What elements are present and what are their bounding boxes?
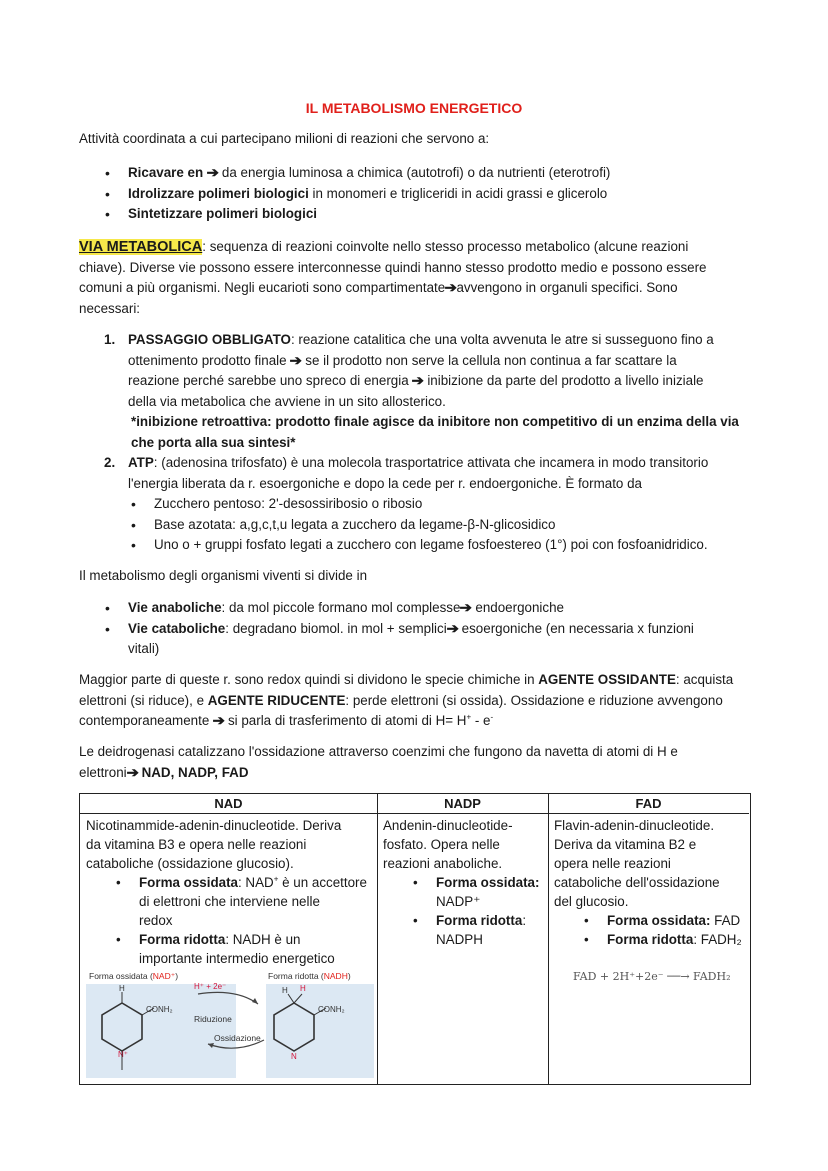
coenzyme-table (79, 793, 751, 1085)
svg-text:Forma ridotta (NADH): Forma ridotta (NADH) (268, 971, 351, 981)
table-cell: Nicotinammide-adenin-dinucleotide. Deriva da vitamina B3 e opera nelle reazioni cataboliche (ossidazione glucosio). • Forma ossidata: NAD+ è un accettore di elettroni che interviene nelle redox • Forma ridotta: NADH è un importante intermedio energetico (80, 814, 377, 968)
fad-reaction-formula: FAD + 2H⁺+2e⁻ ──→ FADH₂ (573, 970, 731, 983)
arrow-icon: ➔ (411, 373, 425, 388)
list-item: • Forma ridotta: FADH₂ (554, 930, 744, 949)
column-header: NAD (80, 794, 377, 814)
table-cell: Andenin-dinucleotide- fosfato. Opera nelle reazioni anaboliche. • Forma ossidata: NADP⁺ • Forma ridotta: NADPH (377, 814, 548, 949)
svg-text:H⁺ + 2e⁻: H⁺ + 2e⁻ (194, 982, 227, 991)
list-item: • Vie anaboliche: da mol piccole formano mol complesse➔ endoergoniche (79, 598, 751, 619)
requirements-list (79, 330, 751, 556)
svg-text:N⁺: N⁺ (118, 1050, 128, 1059)
list-item: • Idrolizzare polimeri biologici in monomeri e trigliceridi in acidi grassi e glicerolo (79, 184, 751, 205)
metabolism-intro: Il metabolismo degli organismi viventi si divide in (79, 568, 368, 583)
nad-reduction-diagram (86, 970, 374, 1078)
svg-text:N: N (291, 1052, 297, 1061)
svg-text:CONH₂: CONH₂ (146, 1005, 173, 1014)
list-item: • Forma ossidata: NADP⁺ (383, 873, 543, 911)
svg-text:H: H (119, 984, 125, 993)
note-text: *inibizione retroattiva: prodotto finale agisce da inibitore non competitivo di un enzima della via (131, 414, 739, 429)
via-metabolica-paragraph: VIA METABOLICA: sequenza di reazioni coinvolte nello stesso processo metabolico (alcune reazioni chiave). Diverse vie possono essere interconnesse quindi hanno stesso prodotto medio e possono essere comuni a più organismi. Negli eucarioti sono compartimentate➔avvengono in organuli specifici. Sono necessari: (79, 239, 707, 316)
list-item: • Forma ossidata: FAD (554, 911, 744, 930)
arrow-icon: ➔ (289, 352, 303, 368)
metabolism-list (79, 598, 751, 660)
sub-list-item: • Uno o + gruppi fosfato legati a zucchero con legame fosfoestereo (1°) poi con fosfoanidridico. (79, 535, 751, 556)
list-item: 2. ATP: (adenosina trifosfato) è una molecola trasportatrice attivata che incamera in modo transitorio l'energia liberata da r. esoergoniche e dopo la cede per r. endoergoniche. È formato da • Zucchero pentoso: 2'-desossiribosio o ribosio • Base azotata: a,g,c,t,u legata a zucchero da legame-β-N-glicosidico • Uno o + gruppi fosfato legati a zucchero con legame fosfoestereo (1°) poi con fosfoanidridico. (79, 453, 751, 556)
list-item: 1. PASSAGGIO OBBLIGATO: reazione catalitica che una volta avvenuta le atre si susseguono fino a ottenimento prodotto finale ➔ se il prodotto non serve la cellula non continua a far scattare la reazione perché sarebbe uno spreco di energia ➔ inibizione da parte del prodotto a livello iniziale della via metabolica che avviene in un sito allosterico. *inibizione retroattiva: prodotto finale agisce da inibitore non competitivo di un enzima della via che porta alla sua sintesi* (104, 332, 739, 450)
svg-text:H: H (282, 986, 288, 995)
page-title: IL METABOLISMO ENERGETICO (305, 100, 523, 116)
nad-column (80, 794, 378, 1084)
column-header: FAD (548, 794, 749, 814)
svg-text:Ossidazione: Ossidazione (214, 1033, 261, 1043)
arrow-icon: ➔ (212, 713, 225, 728)
redox-paragraph: Maggior parte di queste r. sono redox quindi si dividono le specie chimiche in AGENTE OSSIDANTE: acquista elettroni (si riduce), e AGENTE RIDUCENTE: perde elettroni (si ossida). Ossidazione e riduzione avvengono contemporaneamente ➔ si parla di trasferimento di atomi di H= H+ - e- (79, 670, 751, 732)
arrow-icon: ➔ (459, 600, 473, 615)
svg-text:Forma ossidata (NAD⁺): Forma ossidata (NAD⁺) (89, 971, 179, 981)
note-text: che porta alla sua sintesi* (131, 434, 296, 450)
intro-text: Attività coordinata a cui partecipano milioni di reazioni che servono a: (79, 131, 490, 146)
sub-list-item: • Base azotata: a,g,c,t,u legata a zucchero da legame-β-N-glicosidico (79, 515, 751, 536)
arrow-icon: ➔ (444, 280, 457, 295)
column-header: NADP (377, 794, 548, 814)
list-item: • Sintetizzare polimeri biologici (79, 204, 751, 225)
arrow-icon: ➔ (126, 764, 139, 780)
list-item: • Forma ridotta: NADH è un importante intermedio energetico (86, 930, 372, 968)
svg-text:Riduzione: Riduzione (194, 1014, 232, 1024)
table-cell: Flavin-adenin-dinucleotide. Deriva da vitamina B2 e opera nelle reazioni cataboliche dell'ossidazione del glucosio. • Forma ossidata: FAD • Forma ridotta: FADH₂ (548, 814, 749, 949)
highlighted-term: VIA METABOLICA (79, 239, 203, 255)
svg-text:H: H (300, 984, 306, 993)
svg-text:CONH₂: CONH₂ (318, 1005, 345, 1014)
arrow-icon: ➔ (446, 620, 459, 636)
nadp-column (377, 794, 549, 1084)
deidrogenasi-paragraph: Le deidrogenasi catalizzano l'ossidazione attraverso coenzimi che fungono da navetta di atomi di H e elettroni➔ NAD, NADP, FAD (79, 742, 751, 783)
list-item: • Forma ossidata: NAD+ è un accettore di elettroni che interviene nelle redox (86, 873, 372, 930)
sub-list-item: • Zucchero pentoso: 2'-desossiribosio o ribosio (79, 494, 751, 515)
arrow-icon: ➔ (206, 165, 219, 180)
list-item: • Forma ridotta: NADPH (383, 911, 543, 949)
list-item: • Ricavare en ➔ da energia luminosa a chimica (autotrofi) o da nutrienti (eterotrofi) (79, 163, 751, 184)
purpose-list (79, 163, 751, 225)
fad-column (548, 794, 749, 1084)
list-item: • Vie cataboliche: degradano biomol. in mol + semplici➔ esoergoniche (en necessaria x funzioni vitali) (79, 619, 751, 660)
